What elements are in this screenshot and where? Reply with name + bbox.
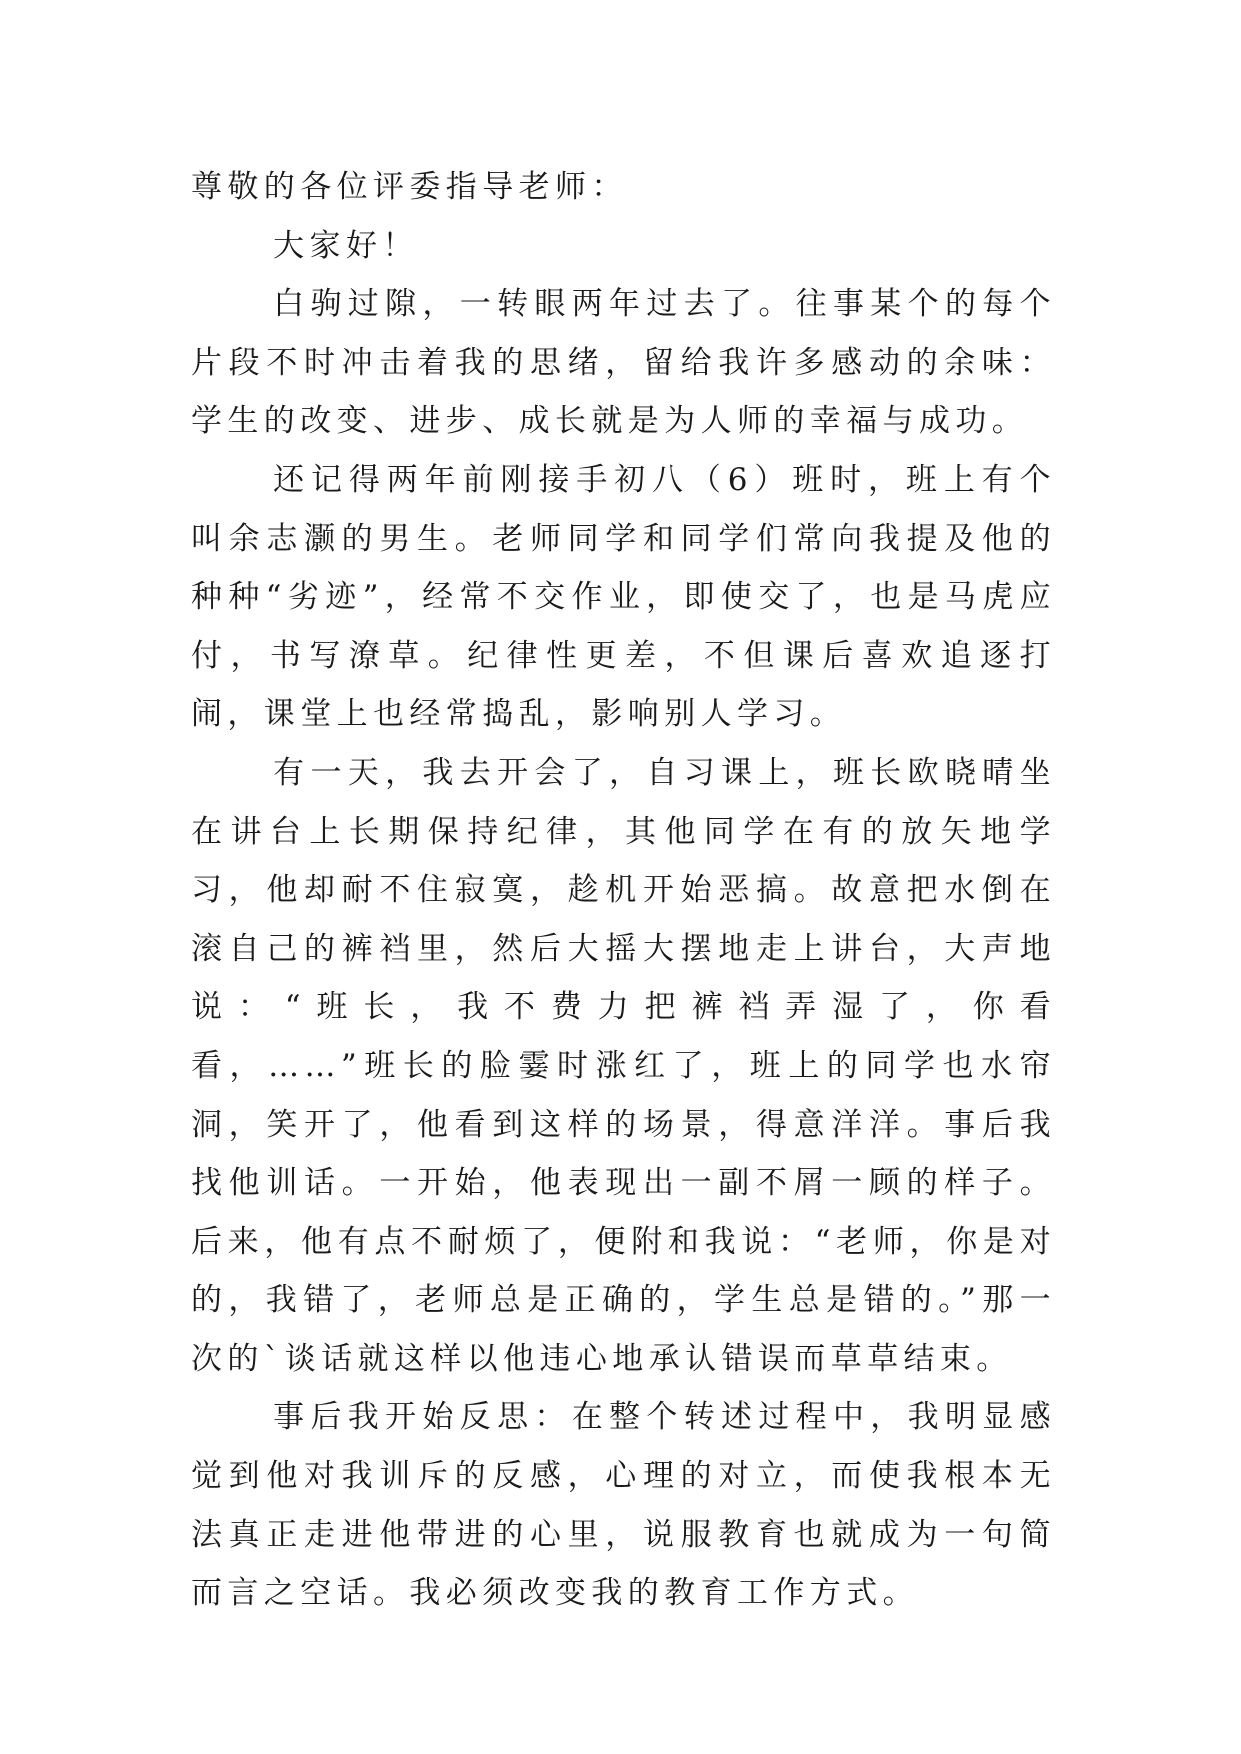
- letter-body: [191, 158, 1056, 1623]
- salutation: 尊敬的各位评委指导老师：: [191, 169, 628, 205]
- paragraph-1: 白驹过隙，一转眼两年过去了。往事某个的每个片段不时冲击着我的思绪，留给我许多感动的余味：学生的改变、进步、成长就是为人师的幸福与成功。: [191, 286, 1056, 440]
- paragraph-3: 有一天，我去开会了，自习课上，班长欧晓晴坐在讲台上长期保持纪律，其他同学在有的放矢地学习，他却耐不住寂寞，趁机开始恶搞。故意把水倒在滚自己的裤裆里，然后大摇大摆地走上讲台，大声地说：“班长，我不费力把裤裆弄湿了，你看看，……”班长的脸霎时涨红了，班上的同学也水帘洞，笑开了，他看到这样的场景，得意洋洋。事后我找他训话。一开始，他表现出一副不屑一顾的样子。后来，他有点不耐烦了，便附和我说：“老师，你是对的，我错了，老师总是正确的，学生总是错的。”那一次的`谈话就这样以他违心地承认错误而草草结束。: [191, 754, 1056, 1377]
- paragraph-4: 事后我开始反思：在整个转述过程中，我明显感觉到他对我训斥的反感，心理的对立，而使我根本无法真正走进他带进的心里，说服教育也就成为一句简而言之空话。我必须改变我的教育工作方式。: [191, 1399, 1056, 1612]
- paragraph-2: 还记得两年前刚接手初八（6）班时，班上有个叫余志灏的男生。老师同学和同学们常向我提及他的种种“劣迹”，经常不交作业，即使交了，也是马虎应付，书写潦草。纪律性更差，不但课后喜欢追逐打闹，课堂上也经常捣乱，影响别人学习。: [191, 461, 1056, 733]
- greeting: 大家好！: [273, 227, 419, 264]
